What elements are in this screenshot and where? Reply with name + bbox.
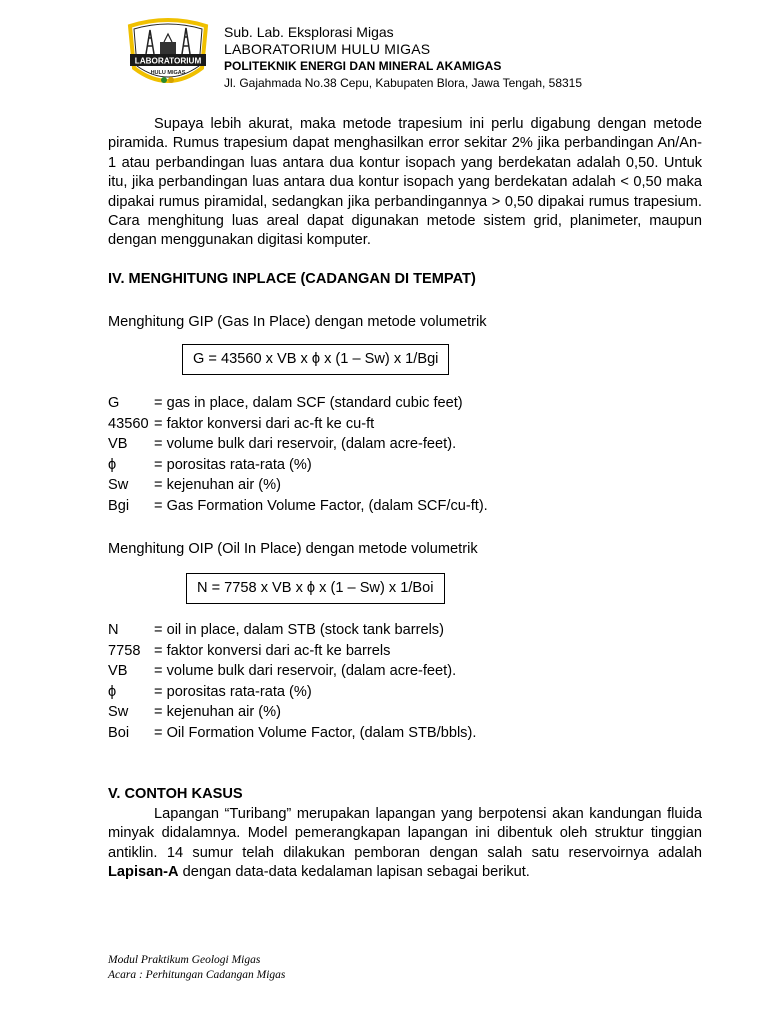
definition-row bbox=[108, 393, 488, 414]
sub-lab-name: Sub. Lab. Eksplorasi Migas bbox=[224, 24, 394, 40]
laboratorium-logo bbox=[124, 16, 212, 90]
definition-symbol: VB bbox=[108, 436, 128, 453]
definition-text: = oil in place, dalam STB (stock tank barrels) bbox=[154, 622, 444, 638]
definition-symbol: Sw bbox=[108, 477, 129, 494]
definition-symbol: Bgi bbox=[108, 497, 130, 514]
definition-row bbox=[108, 496, 488, 517]
definition-text: = volume bulk dari reservoir, (dalam acre-feet). bbox=[154, 436, 457, 453]
definition-text: = Gas Formation Volume Factor, (dalam SCF/cu-ft). bbox=[154, 497, 488, 514]
definition-row bbox=[108, 641, 476, 662]
definition-row bbox=[108, 455, 488, 476]
oip-formula-box: N = 7758 x VB x ϕ x (1 – Sw) x 1/Boi bbox=[186, 573, 445, 604]
case-layer-name: Lapisan-A bbox=[108, 864, 179, 881]
institution-name: POLITEKNIK ENERGI DAN MINERAL AKAMIGAS bbox=[224, 59, 502, 73]
definition-symbol: Sw bbox=[108, 704, 129, 721]
footer-module: Modul Praktikum Geologi Migas bbox=[108, 954, 261, 966]
definition-symbol: Boi bbox=[108, 724, 130, 741]
definition-text: = porositas rata-rata (%) bbox=[154, 683, 312, 700]
gip-intro: Menghitung GIP (Gas In Place) dengan metode volumetrik bbox=[108, 314, 487, 330]
definition-row bbox=[108, 661, 476, 682]
definition-symbol: 7758 bbox=[108, 642, 141, 659]
definition-text: = faktor konversi dari ac-ft ke barrels bbox=[154, 642, 391, 659]
definition-symbol: ϕ bbox=[108, 683, 117, 700]
oip-definitions bbox=[108, 620, 476, 744]
footer-topic: Acara : Perhitungan Cadangan Migas bbox=[108, 969, 286, 981]
paragraph-trapesium: Supaya lebih akurat, maka metode trapesium ini perlu digabung dengan metode piramida. Rumus trapesium dapat menghasilkan error sekitar 2% jika perbandingan An/An-1 atau perbandingan luas antara dua kontur isopach yang berdekatan adalah 0,50. Untuk itu, jika perbandingan luas antara dua kontur isopach yang berdekatan adalah < 0,50 maka dipakai rumus piramidal, sedangkan jika perbandingannya > 0,50 dipakai rumus trapesium. Cara menghitung luas areal dapat digunakan metode sistem grid, planimeter, maupun dengan menggunakan digitasi komputer. bbox=[108, 116, 702, 249]
institution-address: Jl. Gajahmada No.38 Cepu, Kabupaten Blora, Jawa Tengah, 58315 bbox=[224, 76, 583, 90]
definition-text: = gas in place, dalam SCF (standard cubic feet) bbox=[154, 395, 463, 411]
definition-symbol: VB bbox=[108, 663, 128, 680]
svg-text:HULU MIGAS: HULU MIGAS bbox=[150, 70, 186, 76]
gip-formula-box: G = 43560 x VB x ϕ x (1 – Sw) x 1/Bgi bbox=[182, 344, 449, 375]
definition-symbol: G bbox=[108, 395, 120, 411]
definition-text: = kejenuhan air (%) bbox=[154, 704, 281, 721]
oip-intro: Menghitung OIP (Oil In Place) dengan metode volumetrik bbox=[108, 541, 478, 557]
definition-symbol: N bbox=[108, 622, 119, 638]
paragraph-contoh-kasus bbox=[108, 805, 702, 883]
definition-row bbox=[108, 620, 476, 641]
letterhead bbox=[224, 24, 582, 92]
definition-text: = porositas rata-rata (%) bbox=[154, 456, 312, 473]
definition-row bbox=[108, 475, 488, 496]
svg-text:LABORATORIUM: LABORATORIUM bbox=[134, 56, 202, 66]
definition-symbol: ϕ bbox=[108, 456, 117, 473]
case-text-b: dengan data-data kedalaman lapisan sebagai berikut. bbox=[178, 864, 530, 881]
section-heading-v: V. CONTOH KASUS bbox=[108, 786, 243, 802]
gip-definitions bbox=[108, 393, 488, 517]
definition-symbol: 43560 bbox=[108, 415, 149, 432]
lab-name: LABORATORIUM HULU MIGAS bbox=[224, 41, 431, 57]
definition-row bbox=[108, 723, 476, 744]
definition-row bbox=[108, 702, 476, 723]
definition-text: = kejenuhan air (%) bbox=[154, 477, 281, 494]
definition-row bbox=[108, 434, 488, 455]
case-text-a: Lapangan “Turibang” merupakan lapangan yang berpotensi akan kandungan fluida minyak didalamnya. Model pemerangkapan lapangan ini dibentuk oleh struktur tinggian antiklin. 14 sumur telah dilakukan pemboran dengan salah satu reservoirnya adalah bbox=[108, 806, 702, 861]
definition-row bbox=[108, 414, 488, 435]
definition-text: = faktor konversi dari ac-ft ke cu-ft bbox=[154, 415, 375, 432]
definition-text: = volume bulk dari reservoir, (dalam acre-feet). bbox=[154, 663, 457, 680]
page-footer bbox=[108, 953, 285, 983]
section-heading-iv: IV. MENGHITUNG INPLACE (CADANGAN DI TEMPAT) bbox=[108, 271, 476, 287]
definition-text: = Oil Formation Volume Factor, (dalam STB/bbls). bbox=[154, 724, 477, 741]
definition-row bbox=[108, 682, 476, 703]
